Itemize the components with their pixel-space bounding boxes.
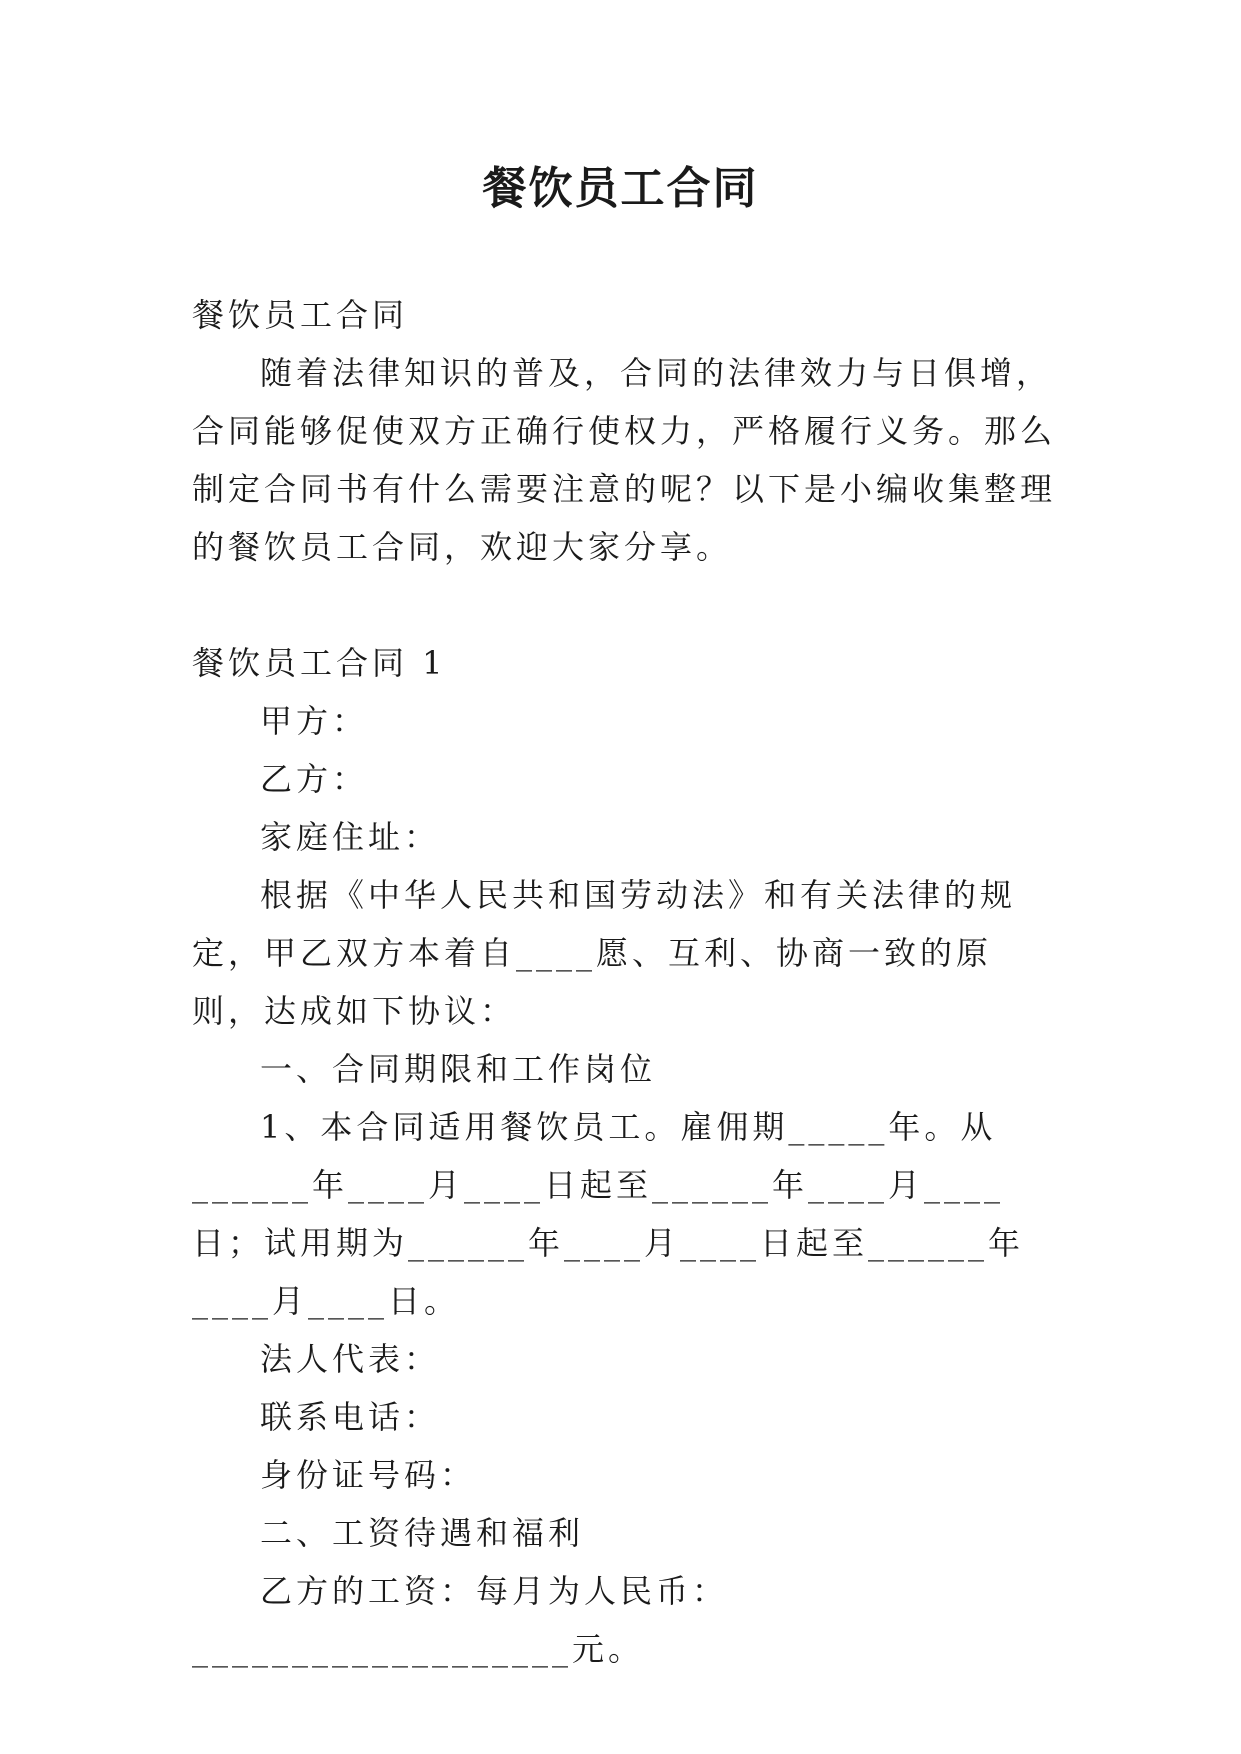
contact-phone-line: 联系电话：	[260, 1398, 441, 1436]
party-a-line: 甲方：	[260, 702, 369, 740]
basis-paragraph: 根据《中华人民共和国劳动法》和有关法律的规定，甲乙双方本着自____愿、互利、协商一致的原则，达成如下协议：	[192, 876, 1017, 1030]
salary-line: 乙方的工资：每月为人民币：___________________元。	[192, 1572, 729, 1668]
clause-1-title: 一、合同期限和工作岗位	[260, 1050, 657, 1088]
paragraph-gap	[192, 576, 1058, 634]
legal-representative-line: 法人代表：	[260, 1340, 441, 1378]
intro-paragraph: 随着法律知识的普及，合同的法律效力与日俱增，合同能够促使双方正确行使权力，严格履行义务。那么制定合同书有什么需要注意的呢？以下是小编收集整理的餐饮员工合同，欢迎大家分享。	[192, 354, 1057, 566]
document-body	[192, 286, 1058, 1678]
clause-2-title: 二、工资待遇和福利	[260, 1514, 585, 1552]
party-b-line: 乙方：	[260, 760, 369, 798]
home-address-line: 家庭住址：	[260, 818, 441, 856]
document-subtitle: 餐饮员工合同	[192, 296, 409, 334]
id-number-line: 身份证号码：	[260, 1456, 477, 1494]
document-title: 餐饮员工合同	[482, 163, 759, 214]
section-heading: 餐饮员工合同 1	[192, 644, 447, 682]
clause-1-item-1: 1、本合同适用餐饮员工。雇佣期_____年。从______年____月____日起至______年____月____日；试用期为______年____月____日起至______年____月____日。	[192, 1108, 1025, 1320]
